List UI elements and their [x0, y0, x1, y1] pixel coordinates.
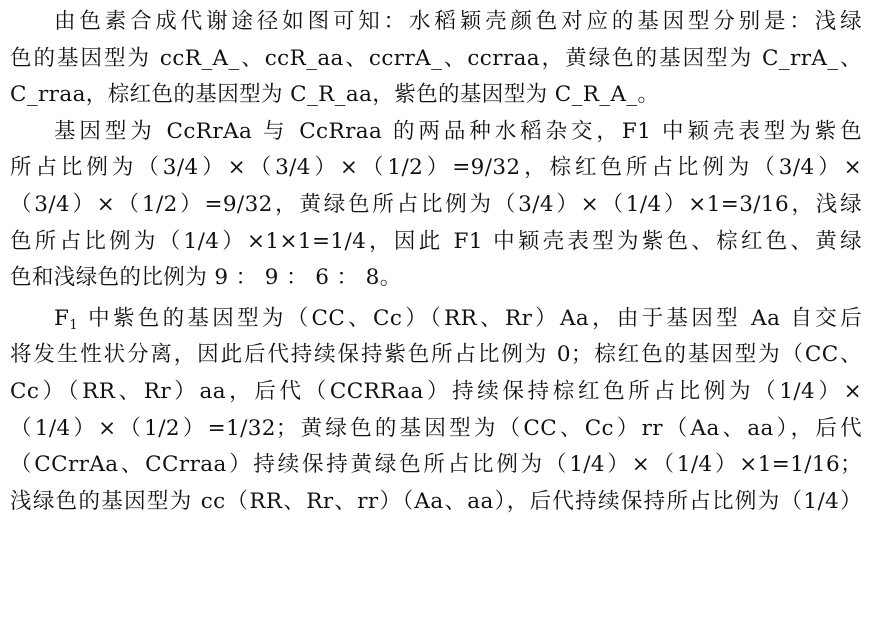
f1-subscript: 1 [69, 317, 78, 333]
f1-prefix: F [54, 305, 70, 331]
text-line: 色所占比例为（1/4）×1×1=1/4，因此 F1 中颖壳表型为紫色、棕红色、黄绿 [10, 228, 862, 254]
text-line [10, 301, 862, 338]
text-line: 浅绿色的基因型为 cc（RR、Rr、rr）（Aa、aa），后代持续保持所占比例为（1/4） [10, 488, 862, 514]
text-line: 基因型为 CcRrAa 与 CcRraa 的两品种水稻杂交，F1 中颖壳表型为紫色 [54, 118, 862, 144]
text-line: （1/4）×（1/2）=1/32；黄绿色的基因型为（CC、Cc）rr（Aa、aa），后代 [10, 415, 862, 441]
text-line: 由色素合成代谢途径如图可知：水稻颖壳颜色对应的基因型分别是：浅绿 [54, 9, 862, 34]
text-line: Cc）（RR、Rr）aa，后代（CCRRaa）持续保持棕红色所占比例为（1/4）× [10, 378, 862, 404]
text-line: （CCrrAa、CCrraa）持续保持黄绿色所占比例为（1/4）×（1/4）×1=1/16； [10, 452, 862, 478]
text-line: 所占比例为（3/4）×（3/4）×（1/2）=9/32，棕红色所占比例为（3/4）× [10, 155, 862, 181]
text-line: 色的基因型为 ccR_A_、ccR_aa、ccrrA_、ccrraa，黄绿色的基因型为 C_rrA_、 [10, 45, 862, 71]
text-line: C_rraa，棕红色的基因型为 C_R_aa，紫色的基因型为 C_R_A_。 [10, 82, 660, 108]
paragraph-3 [10, 301, 862, 521]
text-line-rest: 中紫色的基因型为（CC、Cc）（RR、Rr）Aa，由于基因型 Aa 自交后 [78, 305, 862, 331]
paragraph-2 [10, 114, 862, 297]
paragraph-1 [10, 4, 862, 114]
text-line: 将发生性状分离，因此后代持续保持紫色所占比例为 0；棕红色的基因型为（CC、 [10, 342, 862, 368]
text-line: （3/4）×（1/2）=9/32，黄绿色所占比例为（3/4）×（1/4）×1=3/16，浅绿 [10, 191, 862, 217]
text-line: 色和浅绿色的比例为 9 ： 9 ： 6 ： 8。 [10, 265, 402, 291]
